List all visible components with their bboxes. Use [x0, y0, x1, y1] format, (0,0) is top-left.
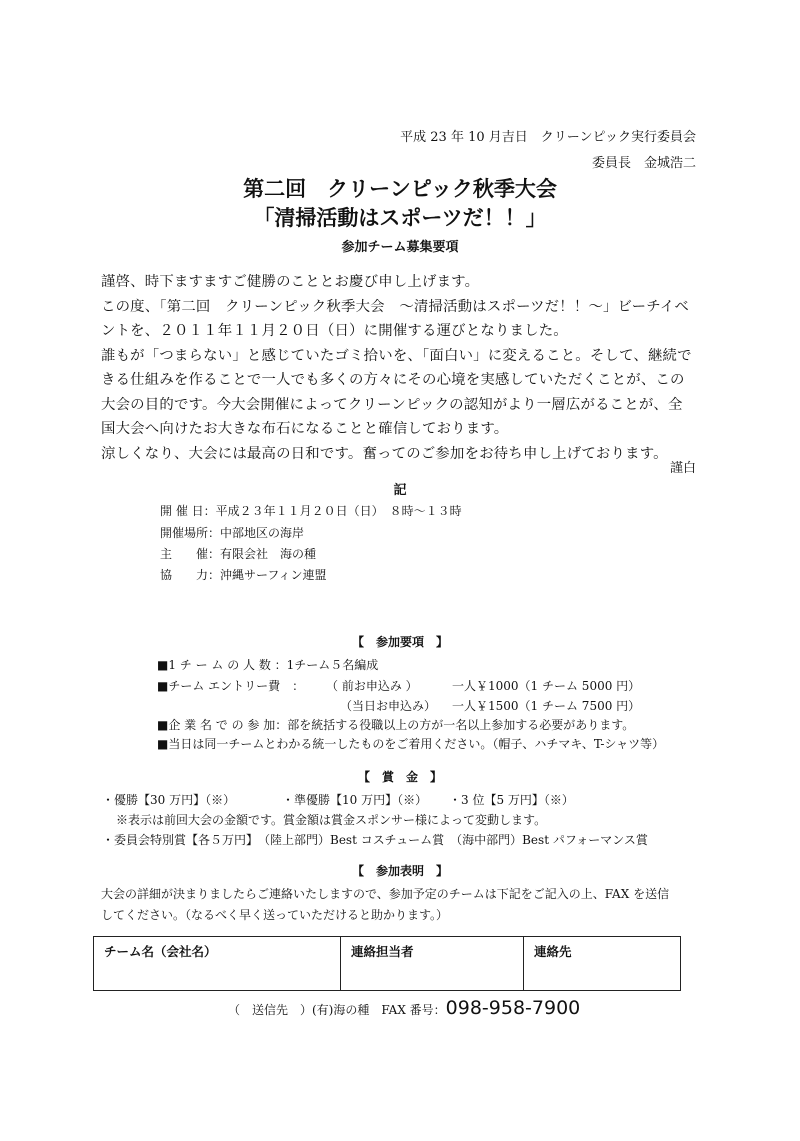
contact-info-cell[interactable]: 連絡先 [524, 937, 681, 991]
contact-person-cell[interactable]: 連絡担当者 [341, 937, 524, 991]
event-venue: 開催場所：中部地区の海岸 [160, 526, 305, 540]
prize-third: ・3 位【5 万円】（※） [449, 793, 574, 807]
fee-same-day-value: 一人￥1500（1 チーム 7500 円） [452, 699, 641, 713]
prizes-heading: 【 賞 金 】 [357, 770, 442, 784]
header-chairman: 委員長 金城浩二 [591, 156, 696, 171]
prize-first: ・優勝【30 万円】（※） [102, 793, 236, 807]
closing-kinhaku: 謹白 [669, 461, 696, 476]
body-line: 国大会へ向けたお大きな布石になることと確信しております。 [101, 421, 509, 437]
requirements-heading: 【 参加要項 】 [351, 635, 448, 649]
team-size: ■1 チ ー ム の 人 数 ：1チーム５名編成 [157, 658, 379, 672]
header-date-organization: 平成 23 年 10 月吉日 クリーンピック実行委員会 [400, 130, 696, 145]
prize-special: ・委員会特別賞【各５万円】 （陸上部門）Best コスチューム賞 （海中部門）Best パフォーマンス賞 [102, 833, 648, 847]
body-line: きる仕組みを作ることで一人でも多くの方々にその心境を実感していただくことが、この [101, 372, 685, 388]
body-line: 謹啓、時下ますますご健勝のこととお慶び申し上げます。 [101, 274, 480, 290]
event-cooperation: 協 力：沖縄サーフィン連盟 [160, 568, 327, 582]
title-line-2: 「清掃活動はスポーツだ！！」 [253, 205, 547, 230]
fax-number: 098-958-7900 [445, 997, 581, 1019]
subtitle: 参加チーム募集要項 [341, 240, 459, 255]
body-line: この度、「第二回 クリーンピック秋季大会 ～清掃活動はスポーツだ！！～」ビーチイベ [101, 299, 689, 315]
corporate-participation: ■企 業 名 で の 参 加：部を統括する役職以上の方が一名以上参加する必要があります。 [157, 718, 635, 732]
body-line: 大会の目的です。今大会開催によってクリーンピックの認知がより一層広がることが、全 [101, 397, 683, 413]
entry-instruction-2: してください。（なるべく早く送っていただけると助かります。） [101, 908, 449, 922]
fax-send-to: （ 送信先 ）(有)海の種 FAX 番号： [228, 1003, 446, 1017]
event-date: 開 催 日：平成２３年１１月２０日（日） ８時～１３時 [160, 504, 462, 518]
uniform-note: ■当日は同一チームとわかる統一したものをご着用ください。（帽子、ハチマキ、T-シャツ等） [157, 737, 665, 751]
entry-heading: 【 参加表明 】 [351, 864, 448, 878]
team-name-cell[interactable]: チーム名（会社名） [94, 937, 341, 991]
table-row [94, 937, 681, 991]
fax-line [228, 997, 580, 1019]
fee-same-day-label: （当日お申込み） [340, 699, 437, 713]
entry-instruction-1: 大会の詳細が決まりましたらご連絡いたしますので、参加予定のチームは下記をご記入の上、FAX を送信 [101, 887, 670, 901]
ki-heading: 記 [393, 483, 407, 498]
body-line: 誰もが「つまらない」と感じていたゴミ拾いを、「面白い」に変えること。そして、継続で [101, 348, 692, 364]
event-organizer: 主 催：有限会社 海の種 [160, 547, 317, 561]
prize-note: ※表示は前回大会の金額です。賞金額は賞金スポンサー様によって変動します。 [116, 813, 547, 827]
fee-advance-label: （ 前お申込み ） [326, 679, 418, 693]
body-line: ントを、２０１１年１１月２０日（日）に開催する運びとなりました。 [101, 323, 568, 339]
title-line-1: 第二回 クリーンピック秋季大会 [243, 176, 557, 201]
body-line: 涼しくなり、大会には最高の日和です。奮ってのご参加をお待ち申し上げております。 [101, 446, 668, 462]
fee-advance-value: 一人￥1000（1 チーム 5000 円） [452, 679, 641, 693]
entry-fee-label: ■チーム エントリー費 ： [157, 679, 305, 693]
prize-second: ・準優勝【10 万円】（※） [282, 793, 428, 807]
entry-form-table [93, 936, 681, 991]
